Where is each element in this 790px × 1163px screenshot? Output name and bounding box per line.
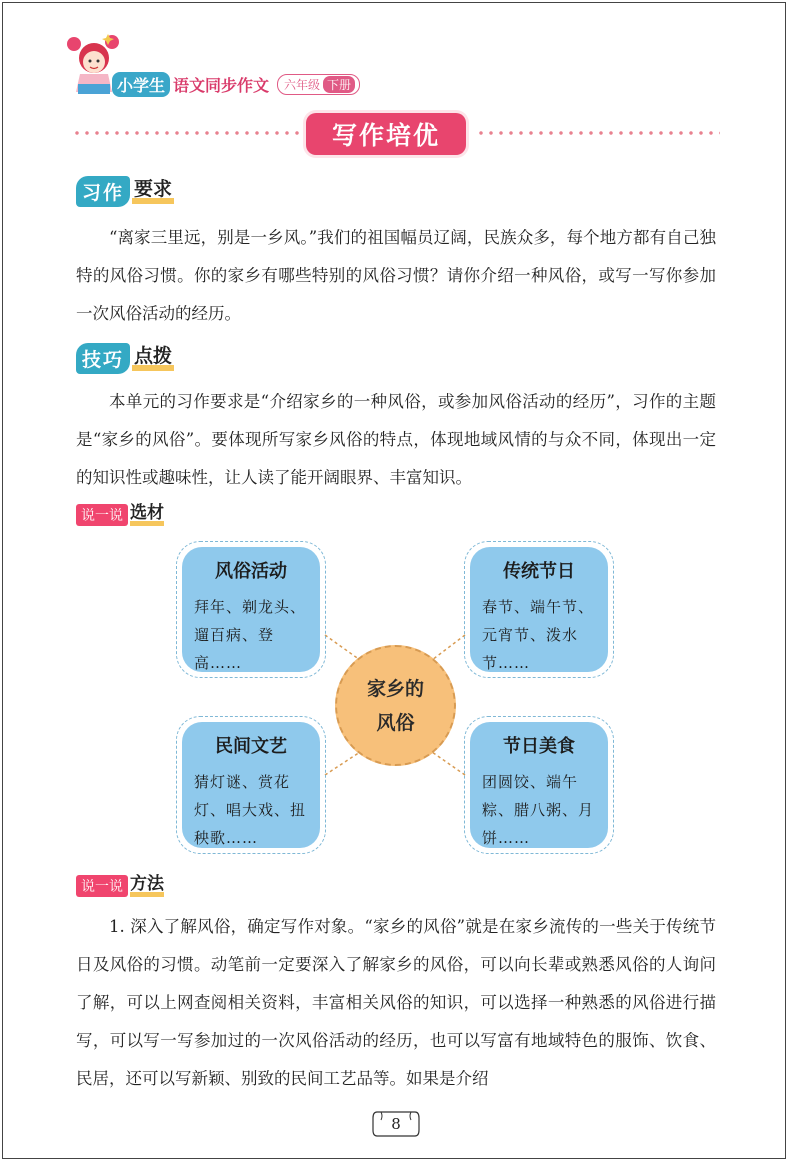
card-title: 传统节日 [503, 561, 575, 582]
card-text: 春节、端午节、元宵节、泼水节…… [482, 598, 595, 672]
requirement-paragraph: “离家三里远，别是一乡风。”我们的祖国幅员辽阔，民族众多，每个地方都有自己独特的风俗习惯。你的家乡有哪些特别的风俗习惯？请你介绍一种风俗，或写一写你参加一次风俗活动的经历。 [76, 228, 716, 323]
subheading-pill: 说一说 [76, 504, 128, 526]
tips-paragraph: 本单元的习作要求是“介绍家乡的一种风俗，或参加风俗活动的经历”，习作的主题是“家乡的风俗”。要体现所写家乡风俗的特点，体现地域风情的与众不同，体现出一定的知识性或趣味性，让人读了能开阔眼界、丰富知识。 [76, 392, 716, 487]
card-title: 风俗活动 [215, 561, 287, 582]
series-badge: 小学生 [112, 72, 170, 97]
series-name: 语文同步作文 [173, 76, 270, 95]
mindmap-center: 家乡的风俗 [335, 645, 456, 766]
subheading-method [76, 875, 164, 897]
subheading-rest: 选材 [130, 505, 164, 526]
mindmap-card-activities [176, 541, 326, 678]
page-number [371, 1110, 421, 1138]
card-text: 猜灯谜、赏花灯、唱大戏、扭秧歌…… [194, 773, 307, 847]
card-text: 团圆饺、端午粽、腊八粥、月饼…… [482, 773, 595, 847]
method-paragraph: 1. 深入了解风俗，确定写作对象。“家乡的风俗”就是在家乡流传的一些关于传统节日及风俗的习惯。动笔前一定要深入了解家乡的风俗，可以向长辈或熟悉风俗的人询问了解，可以上网查阅相关资料，丰富相关风俗的知识，可以选择一种熟悉的风俗进行描写，可以写一写参加过的一次风俗活动的经历，也可以写富有地域特色的服饰、饮食、民居，还可以写新颖、别致的民间工艺品等。如果是介绍 [76, 917, 716, 1088]
mindmap-card-foods [464, 716, 614, 854]
section-pill: 技巧 [76, 343, 130, 374]
card-text: 拜年、剃龙头、遛百病、登高…… [194, 598, 307, 672]
section-pill: 习作 [76, 176, 130, 207]
section-title-rest: 点拨 [132, 347, 174, 371]
volume-label: 下册 [323, 76, 355, 93]
section-title-rest: 要求 [132, 180, 174, 204]
card-title: 民间文艺 [215, 736, 287, 757]
card-title: 节日美食 [503, 736, 575, 757]
subheading-pill: 说一说 [76, 875, 128, 897]
page-number-text: 8 [391, 1115, 401, 1133]
subheading-rest: 方法 [130, 876, 164, 897]
mindmap-card-folk-arts [176, 716, 326, 854]
mindmap-card-festivals [464, 541, 614, 678]
page-banner: 写作培优 [306, 113, 466, 155]
grade-label: 六年级 [284, 78, 321, 92]
